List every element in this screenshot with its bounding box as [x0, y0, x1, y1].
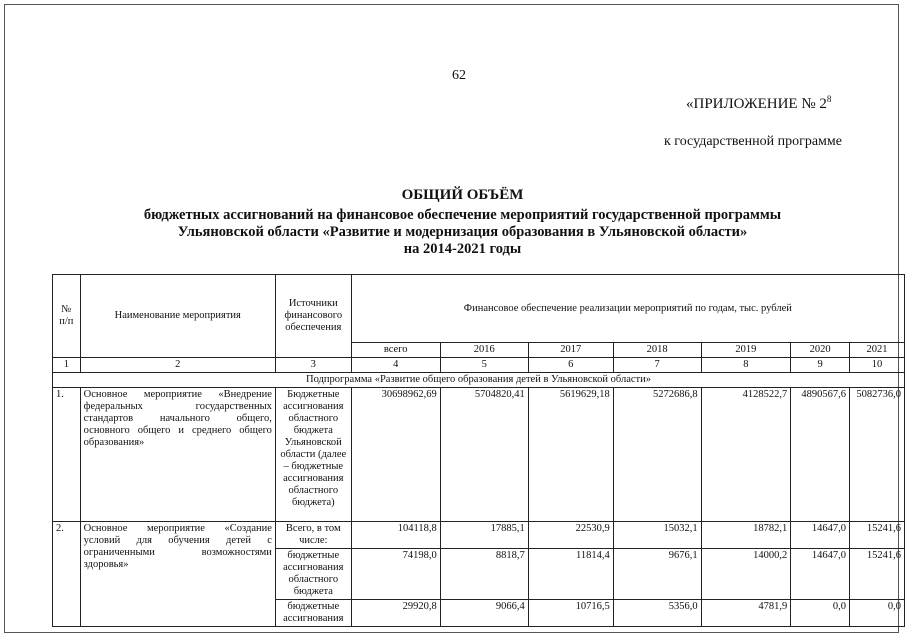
- heading-title: ОБЩИЙ ОБЪЁМ: [401, 187, 524, 203]
- value-2017: 11814,4: [528, 549, 613, 600]
- value-2021: 15241,6: [850, 549, 905, 600]
- col-header-finance: Финансовое обеспечение реализации мероприятий по годам, тыс. рублей: [351, 275, 904, 343]
- row-source: Бюджетные ассигнования областного бюджета Ульяновской области (далее – бюджетные ассигнования областного бюджета): [275, 388, 351, 522]
- row-number: 2.: [53, 522, 81, 627]
- index-cell: 6: [528, 358, 613, 373]
- heading-line-4: на 2014-2021 годы: [403, 241, 522, 257]
- index-cell: 4: [351, 358, 440, 373]
- value-2021: 15241,6: [850, 522, 905, 549]
- year-header-2019: 2019: [701, 343, 791, 358]
- year-header-2017: 2017: [528, 343, 613, 358]
- subprogram-row: [53, 373, 905, 388]
- value-2019: 4128522,7: [701, 388, 791, 522]
- value-total: 29920,8: [351, 600, 440, 627]
- value-2016: 17885,1: [440, 522, 528, 549]
- index-cell: 8: [701, 358, 791, 373]
- value-2018: 5356,0: [613, 600, 701, 627]
- index-cell: 1: [53, 358, 81, 373]
- annex-superscript: 8: [826, 94, 832, 104]
- heading-line-2: бюджетных ассигнований на финансовое обеспечение мероприятий государственной программы: [143, 207, 782, 223]
- value-2018: 9676,1: [613, 549, 701, 600]
- row-source: Всего, в том числе:: [275, 522, 351, 549]
- year-header-2016: 2016: [440, 343, 528, 358]
- value-2017: 5619629,18: [528, 388, 613, 522]
- index-cell: 3: [275, 358, 351, 373]
- value-2019: 14000,2: [701, 549, 791, 600]
- value-total: 74198,0: [351, 549, 440, 600]
- col-header-name: Наименование мероприятия: [80, 275, 275, 358]
- value-2017: 10716,5: [528, 600, 613, 627]
- value-2016: 8818,7: [440, 549, 528, 600]
- value-2020: 4890567,6: [791, 388, 850, 522]
- value-total: 30698962,69: [351, 388, 440, 522]
- subprogram-title: Подпрограмма «Развитие общего образования детей в Ульяновской области»: [53, 373, 905, 388]
- year-header-total: всего: [351, 343, 440, 358]
- annex-subtitle: к государственной программе: [664, 134, 842, 149]
- value-2021: 5082736,0: [850, 388, 905, 522]
- value-2017: 22530,9: [528, 522, 613, 549]
- heading-line-3: Ульяновской области «Развитие и модернизация образования в Ульяновской области»: [177, 224, 748, 240]
- row-number: 1.: [53, 388, 81, 522]
- year-header-2020: 2020: [791, 343, 850, 358]
- page-number: 62: [452, 68, 466, 83]
- value-2018: 5272686,8: [613, 388, 701, 522]
- value-2018: 15032,1: [613, 522, 701, 549]
- index-row: [53, 358, 905, 373]
- value-total: 104118,8: [351, 522, 440, 549]
- year-header-2018: 2018: [613, 343, 701, 358]
- col-header-num: № п/п: [53, 275, 81, 358]
- index-cell: 2: [80, 358, 275, 373]
- value-2019: 4781,9: [701, 600, 791, 627]
- index-cell: 7: [613, 358, 701, 373]
- value-2016: 9066,4: [440, 600, 528, 627]
- annex-label: [686, 94, 831, 113]
- value-2016: 5704820,41: [440, 388, 528, 522]
- table-row: [53, 388, 905, 522]
- table-row: [53, 522, 905, 549]
- index-cell: 5: [440, 358, 528, 373]
- value-2020: 0,0: [791, 600, 850, 627]
- value-2021: 0,0: [850, 600, 905, 627]
- value-2020: 14647,0: [791, 522, 850, 549]
- index-cell: 9: [791, 358, 850, 373]
- value-2019: 18782,1: [701, 522, 791, 549]
- header-row: [53, 275, 905, 343]
- col-header-source: Источники финансового обеспечения: [275, 275, 351, 358]
- year-header-2021: 2021: [850, 343, 905, 358]
- row-name: Основное мероприятие «Внедрение федеральных государственных стандартов начального общего, основного общего и среднего общего образования»: [80, 388, 275, 522]
- row-source: бюджетные ассигнования: [275, 600, 351, 627]
- row-source: бюджетные ассигнования областного бюджета: [275, 549, 351, 600]
- budget-table: [52, 274, 905, 627]
- index-cell: 10: [850, 358, 905, 373]
- row-name: Основное мероприятие «Создание условий для обучения детей с ограниченными возможностями здоровья»: [80, 522, 275, 627]
- value-2020: 14647,0: [791, 549, 850, 600]
- annex-label-text: «ПРИЛОЖЕНИЕ № 2: [686, 96, 827, 112]
